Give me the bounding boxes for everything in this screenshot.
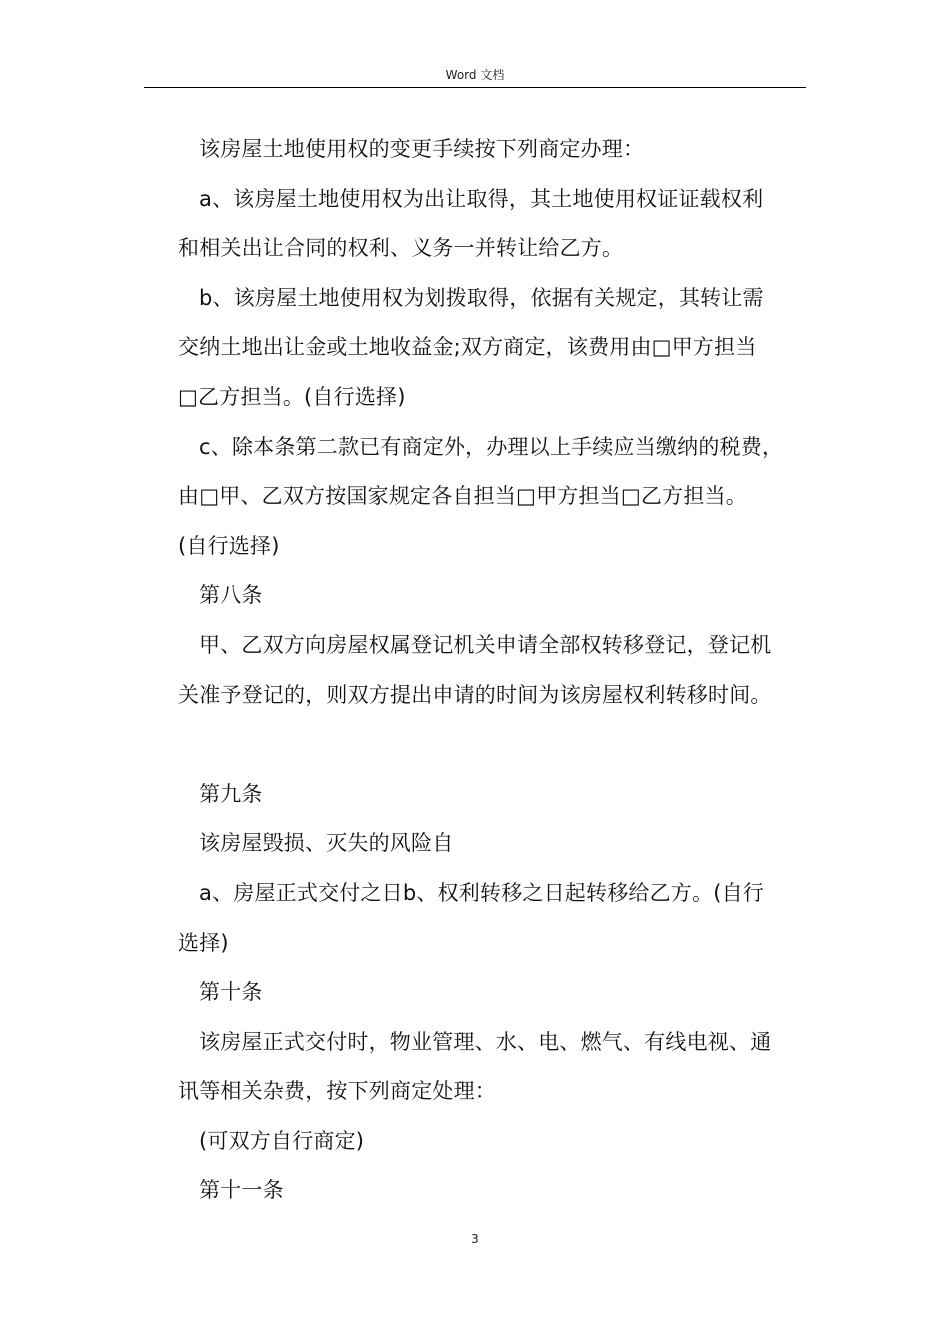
paragraph-line: 选择) <box>178 930 229 955</box>
paragraph-line: 由□甲、乙双方按国家规定各自担当□甲方担当□乙方担当。 <box>178 484 747 509</box>
header-divider <box>144 87 806 88</box>
article-heading: 第九条 <box>199 781 263 806</box>
paragraph-line: 交纳土地出让金或土地收益金;双方商定，该费用由□甲方担当 <box>178 335 757 360</box>
paragraph-line: 该房屋土地使用权的变更手续按下列商定办理： <box>199 137 645 161</box>
paragraph-line: b、该房屋土地使用权为划拨取得，依据有关规定，其转让需 <box>199 285 764 310</box>
paragraph-line: (自行选择) <box>178 533 280 558</box>
document-body <box>178 125 808 1216</box>
paragraph-line: 和相关出让合同的权利、义务一并转让给乙方。 <box>178 236 624 261</box>
paragraph-line: □乙方担当。(自行选择) <box>178 384 406 409</box>
article-heading: 第八条 <box>199 583 263 608</box>
article-heading: 第十一条 <box>199 1178 284 1203</box>
blank-line <box>178 720 808 770</box>
paragraph-line: 甲、乙双方向房屋权属登记机关申请全部权转移登记，登记机 <box>199 632 772 657</box>
paragraph-line: a、房屋正式交付之日b、权利转移之日起转移给乙方。(自行 <box>199 880 764 905</box>
paragraph-line: a、该房屋土地使用权为出让取得，其土地使用权证证载权利 <box>199 186 764 211</box>
article-heading: 第十条 <box>199 980 263 1005</box>
paragraph-line: (可双方自行商定) <box>199 1128 365 1153</box>
paragraph-line: 该房屋毁损、灭失的风险自 <box>199 831 454 856</box>
page-header-title: Word 文档 <box>445 68 505 82</box>
paragraph-line: 该房屋正式交付时，物业管理、水、电、燃气、有线电视、通 <box>199 1029 772 1054</box>
paragraph-line: 讯等相关杂费，按下列商定处理： <box>178 1079 496 1104</box>
paragraph-line: 关准予登记的，则双方提出申请的时间为该房屋权利转移时间。 <box>178 682 772 707</box>
page-number: 3 <box>471 1232 479 1246</box>
paragraph-line: c、除本条第二款已有商定外，办理以上手续应当缴纳的税费， <box>199 434 784 459</box>
